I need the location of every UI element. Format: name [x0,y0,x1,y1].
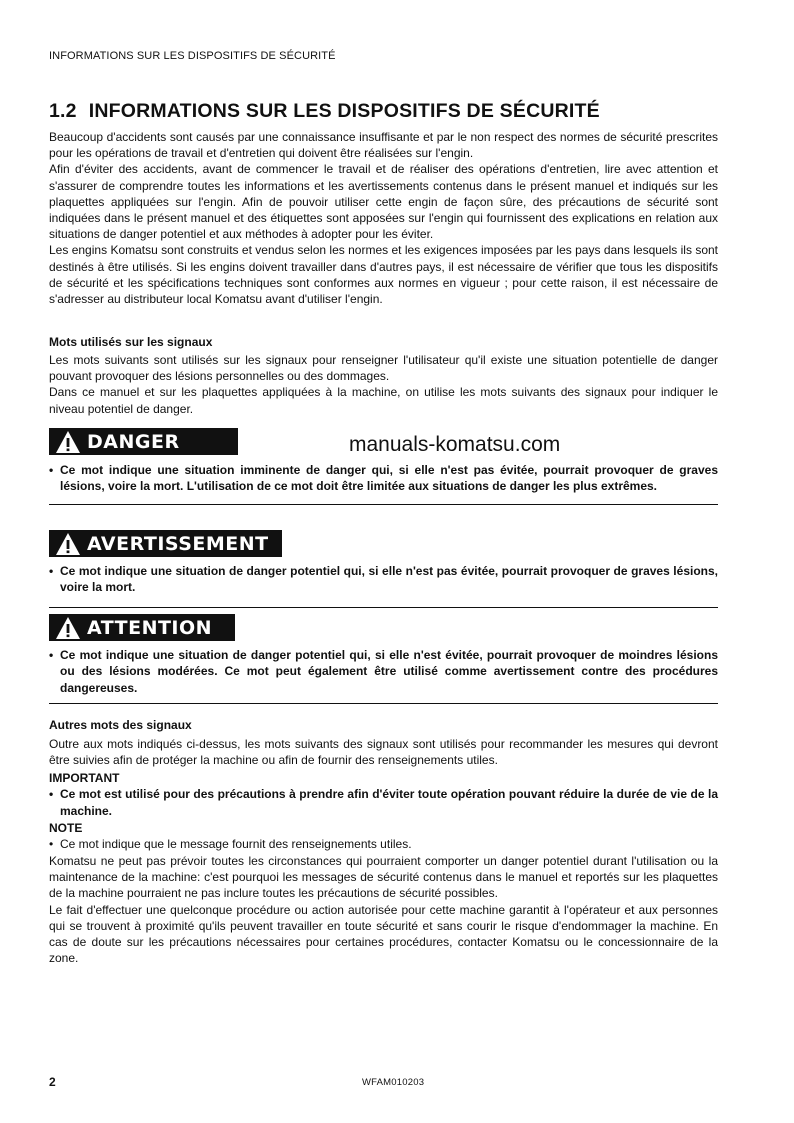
section-title-text: INFORMATIONS SUR LES DISPOSITIFS DE SÉCURITÉ [88,100,600,122]
divider [49,703,718,704]
warning-banner [49,530,282,557]
danger-text: Ce mot indique une situation imminente de danger qui, si elle n'est pas évitée, pourrait provoquer de graves lésions, voire la mort. L'utilisation de ce mot doit être limitée aux situations de danger les plus extrêmes. [60,462,718,493]
running-header: INFORMATIONS SUR LES DISPOSITIFS DE SÉCURITÉ [49,50,336,62]
other-signals-paragraph: Outre aux mots indiqués ci-dessus, les mots suivants des signaux sont utilisés pour recommander les mesures qui devront être suivies afin de protéger la machine ou afin de fournir des renseignements utiles. [49,737,718,768]
danger-block [49,428,718,505]
bullet-dot-icon: • [49,837,54,852]
warning-text: Ce mot indique une situation de danger potentiel qui, si elle n'est pas évitée, pourrait provoquer de graves lésions, voire la mort. [60,563,718,594]
important-label: IMPORTANT [49,771,120,786]
section-title [49,100,600,123]
warning-bullet [49,563,718,596]
bullet-dot-icon: • [49,787,54,802]
note-text: Ce mot indique que le message fournit des renseignements utiles. [60,837,412,852]
caution-label: ATTENTION [87,616,213,639]
warning-triangle-icon [55,532,81,556]
signal-words-block [49,334,718,417]
divider [49,504,718,505]
divider [49,607,718,608]
other-signals-block [49,717,718,966]
caution-banner [49,614,235,641]
signal-words-heading: Mots utilisés sur les signaux [49,335,213,349]
signal-words-paragraph: Les mots suivants sont utilisés sur les signaux pour renseigner l'utilisateur qu'il existe une situation potentielle de danger pouvant provoquer des lésions personnelles ou des dommages. [49,353,718,384]
closing-paragraph: Le fait d'effectuer une quelconque procédure ou action autorisée pour cette machine garantit à l'opérateur et aux personnes qui se trouvent à proximité qu'ils peuvent travailler en toute sécurité et sans courir le risque d'endommager la machine. En cas de doute sur les précautions nécessaires pour certaines procédures, contacter Komatsu ou le concessionnaire de la zone. [49,902,718,966]
caution-text: Ce mot indique une situation de danger potentiel qui, si elle n'est évitée, pourrait provoquer de moindres lésions ou des lésions modérées. Ce mot peut également être utilisé comme avertissement contre des procédures dangereuses. [60,647,718,695]
danger-banner [49,428,238,455]
danger-bullet [49,462,718,495]
bullet-dot-icon: • [49,647,54,662]
warning-block [49,530,718,608]
danger-label: DANGER [87,430,180,453]
warning-label: AVERTISSEMENT [87,532,269,555]
warning-triangle-icon [55,616,81,640]
caution-block [49,614,718,704]
intro-paragraph: Beaucoup d'accidents sont causés par une connaissance insuffisante et par le non respect des normes de sécurité prescrites pour les opérations de travail et d'entretien qui doivent être réalisées sur l'engin. [49,130,718,161]
document-code: WFAM010203 [362,1077,425,1088]
section-number: 1.2 [49,100,77,122]
important-bullet [49,786,718,819]
closing-paragraph: Komatsu ne peut pas prévoir toutes les circonstances qui pourraient comporter un danger potentiel durant l'utilisation ou la maintenance de la machine: c'est pourquoi les messages de sécurité contenus dans le manuel et reportés sur les plaquettes de la machine pourraient ne pas inclure toutes les précautions de sécurité possibles. [49,853,718,901]
page-number: 2 [49,1075,56,1089]
intro-paragraph: Afin d'éviter des accidents, avant de commencer le travail et de réaliser des opérations d'entretien, lire avec attention et s'assurer de comprendre toutes les informations et les avertissements contenus dans le présent manuel et indiqués sur les plaquettes appliquées sur l'engin. Afin de pouvoir utiliser cette engin de façon sûre, des précautions de sécurité sont indiquées dans le présent manuel et des étiquettes sont apposées sur l'engin qui fournissent des explications en relation aux situations de danger potentiel et aux méthodes à adopter pour les éviter. [49,162,718,242]
caution-bullet [49,647,718,697]
note-label: NOTE [49,821,83,836]
warning-triangle-icon [55,430,81,454]
signal-words-paragraph: Dans ce manuel et sur les plaquettes appliquées à la machine, on utilise les mots suivants des signaux pour indiquer le niveau potentiel de danger. [49,385,718,416]
intro-block [49,129,718,307]
important-text: Ce mot est utilisé pour des précautions à prendre afin d'éviter toute opération pouvant réduire la durée de vie de la machine. [60,787,718,818]
intro-paragraph: Les engins Komatsu sont construits et vendus selon les normes et les exigences imposées par les pays dans lesquels ils sont destinés à être utilisés. Si les engins doivent travailler dans d'autres pays, il est nécessaire de vérifier que tous les dispositifs de sécurité et les spécifications techniques sont conformes aux normes en vigueur ; pour cette raison, il est nécessaire de s'adresser au distributeur local Komatsu avant d'utiliser l'engin. [49,243,718,307]
bullet-dot-icon: • [49,563,54,578]
bullet-dot-icon: • [49,462,54,477]
watermark-text: manuals-komatsu.com [349,433,561,456]
note-bullet [49,836,718,853]
other-signals-heading: Autres mots des signaux [49,718,192,732]
